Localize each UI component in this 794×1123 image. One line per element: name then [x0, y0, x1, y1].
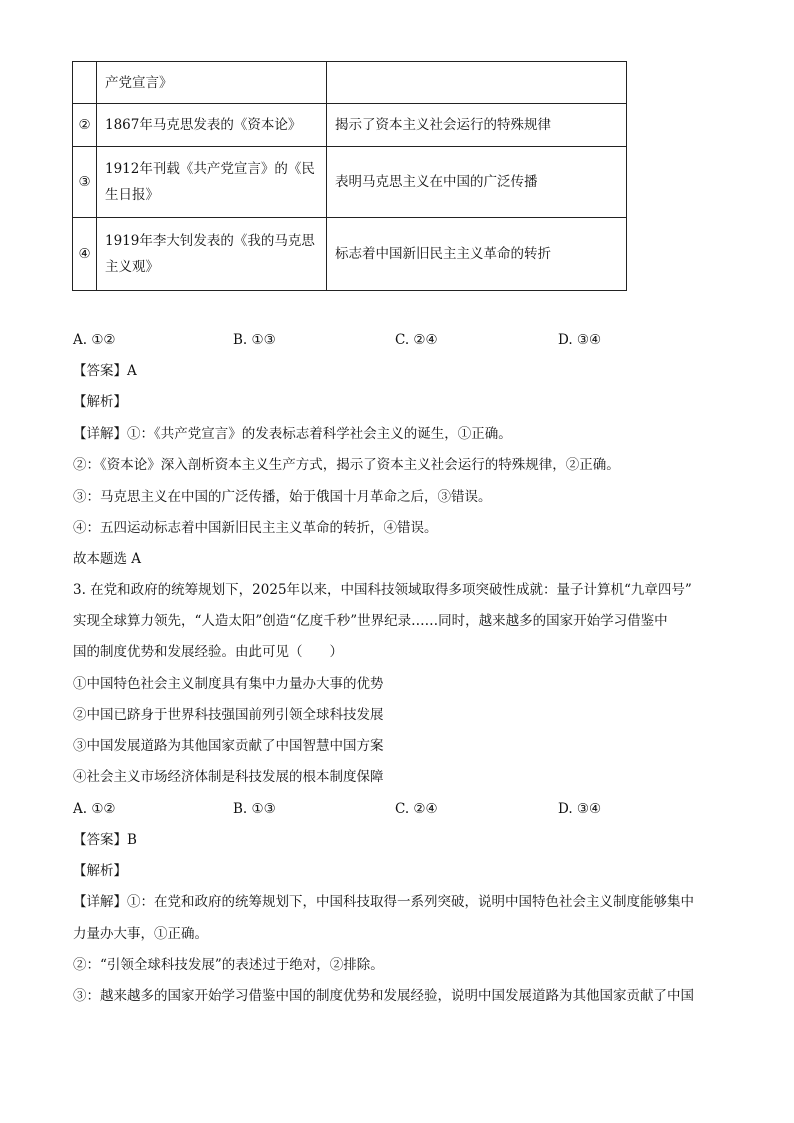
- row-number: [73, 62, 97, 104]
- table-row: [73, 104, 627, 147]
- q2-option-b[interactable]: B. ①③: [233, 332, 276, 348]
- table-row: [73, 147, 627, 218]
- q3-option-a[interactable]: A. ①②: [73, 801, 116, 817]
- q2-detail-line: 【详解】①：《共产党宣言》的发表标志着科学社会主义的诞生，①正确。: [73, 426, 512, 442]
- meaning-cell: 标志着中国新旧民主主义革命的转折: [327, 218, 627, 291]
- q3-stem-line: 实现全球算力领先，“人造太阳”创造“亿度千秒”世界纪录……同时，越来越多的国家开始学习借鉴中: [73, 613, 668, 629]
- q3-statement: ④社会主义市场经济体制是科技发展的根本制度保障: [73, 769, 384, 785]
- q3-detail-line: ②：“引领全球科技发展”的表述过于绝对，②排除。: [73, 957, 384, 973]
- meaning-cell: 表明马克思主义在中国的广泛传播: [327, 147, 627, 218]
- work-cell: 1867年马克思发表的《资本论》: [97, 104, 327, 147]
- q3-option-d[interactable]: D. ③④: [558, 801, 602, 817]
- q2-conclusion: 故本题选 A: [73, 551, 142, 567]
- q3-detail-line: ③：越来越多的国家开始学习借鉴中国的制度优势和发展经验，说明中国发展道路为其他国家贡献了中国: [73, 988, 694, 1004]
- q3-options: [73, 799, 713, 819]
- meaning-cell: [327, 62, 627, 104]
- question-2-table: [72, 61, 627, 291]
- q3-stem-line: 国的制度优势和发展经验。由此可见（ ）: [73, 644, 343, 660]
- q2-analysis-label: 【解析】: [73, 394, 127, 410]
- row-number: ④: [73, 218, 97, 291]
- table-row: [73, 62, 627, 104]
- q2-answer: 【答案】A: [73, 363, 137, 379]
- q3-statement: ②中国已跻身于世界科技强国前列引领全球科技发展: [73, 707, 384, 723]
- q2-detail-line: ④：五四运动标志着中国新旧民主主义革命的转折，④错误。: [73, 520, 438, 536]
- q2-option-d[interactable]: D. ③④: [558, 332, 602, 348]
- q3-statement: ③中国发展道路为其他国家贡献了中国智慧中国方案: [73, 738, 384, 754]
- q2-detail-line: ②：《资本论》深入剖析资本主义生产方式，揭示了资本主义社会运行的特殊规律，②正确。: [73, 457, 620, 473]
- q3-detail-line: 力量办大事，①正确。: [73, 926, 208, 942]
- q3-option-b[interactable]: B. ①③: [233, 801, 276, 817]
- row-number: ③: [73, 147, 97, 218]
- work-cell: 1912年刊载《共产党宣言》的《民生日报》: [97, 147, 327, 218]
- q3-statement: ①中国特色社会主义制度具有集中力量办大事的优势: [73, 676, 384, 692]
- work-cell: 1919年李大钊发表的《我的马克思主义观》: [97, 218, 327, 291]
- work-cell: 产党宣言》: [97, 62, 327, 104]
- q2-options: [73, 330, 713, 350]
- q3-answer: 【答案】B: [73, 832, 137, 848]
- meaning-cell: 揭示了资本主义社会运行的特殊规律: [327, 104, 627, 147]
- q2-option-c[interactable]: C. ②④: [395, 332, 438, 348]
- q3-detail-line: 【详解】①：在党和政府的统筹规划下，中国科技取得一系列突破，说明中国特色社会主义制度能够集中: [73, 894, 694, 910]
- table-row: [73, 218, 627, 291]
- q2-option-a[interactable]: A. ①②: [73, 332, 116, 348]
- q3-analysis-label: 【解析】: [73, 863, 127, 879]
- q3-option-c[interactable]: C. ②④: [395, 801, 438, 817]
- q2-detail-line: ③：马克思主义在中国的广泛传播，始于俄国十月革命之后，③错误。: [73, 489, 492, 505]
- q3-stem-line: 3. 在党和政府的统筹规划下，2025年以来，中国科技领域取得多项突破性成就：量子计算机“九章四号”: [73, 582, 692, 598]
- row-number: ②: [73, 104, 97, 147]
